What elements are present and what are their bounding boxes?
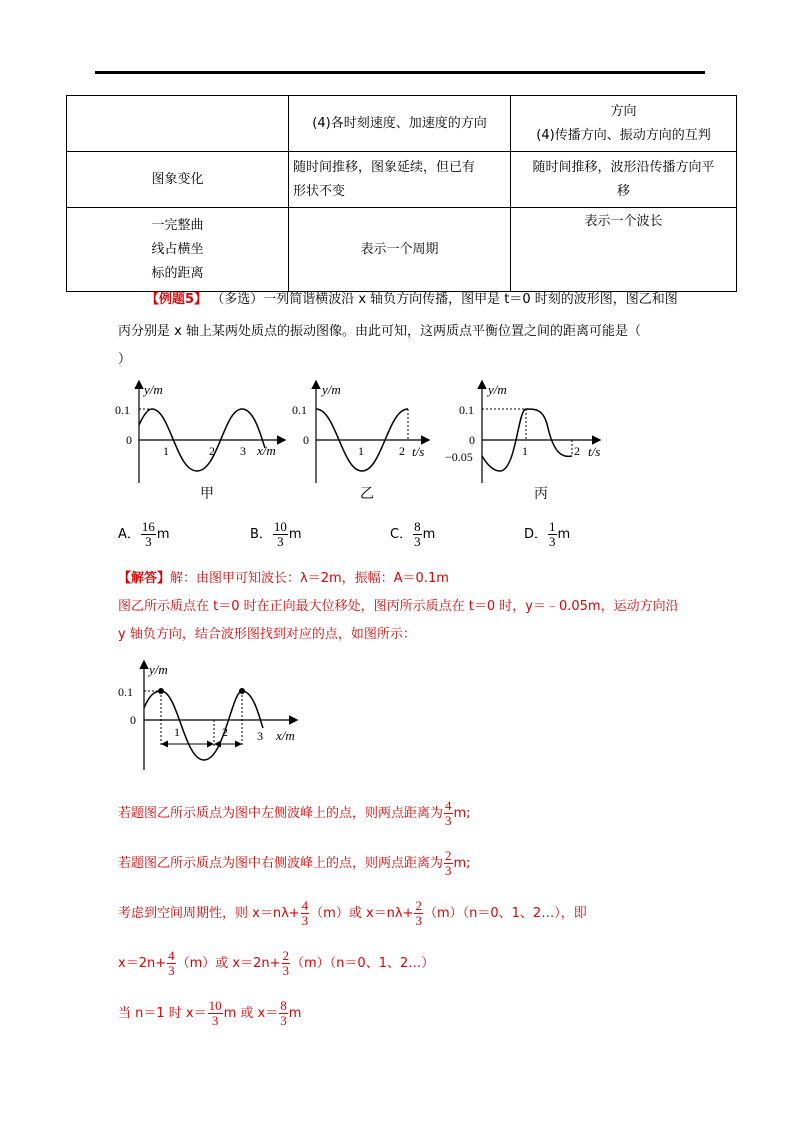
axis-label-x: x/m [276,728,295,743]
tick-label: 0.1 [118,685,133,699]
answer-line-2: 图乙所示质点在 t＝0 时在正向最大位移处，图丙所示质点在 t＝0 时，y＝﹣0.05m，运动方向沿 [118,599,679,614]
tick-label: 1 [522,444,528,458]
cell-line: 形状不变 [293,183,346,199]
tick-label: 2 [399,444,405,458]
cell-line: 线占横坐 [151,241,204,257]
axis-label-y: y/m [149,662,168,677]
graph-caption: 乙 [360,487,374,502]
answer-line-3: y 轴负方向，结合波形图找到对应的点，如图所示： [118,627,416,642]
fraction: $\frac{2}{3}$ [415,898,422,928]
origin-label: 0 [303,433,309,447]
example-line-2: 丙分别是 x 轴上某两处质点的振动图像。由此可知，这两质点平衡位置之间的距离可能是（ [118,324,641,339]
option-unit: m [156,527,170,542]
option-a[interactable] [118,520,170,550]
option-unit: m [557,527,571,542]
fraction: $\frac{2}{3}$ [282,948,290,978]
axis-label-y: y/m [322,382,341,397]
tick-label: 0.1 [115,403,130,417]
cell-line: 方向 [610,103,637,119]
tick-label: 1 [174,725,180,739]
table-cell: 表示一个波长 [511,208,737,292]
axis-label-y: y/m [488,382,507,397]
axis-label-y: y/m [144,382,163,397]
fraction: $\frac{4}{3}$ [445,798,452,828]
cell-line: 随时间推移，图象延续，但已有 [293,159,476,175]
tick-label: 2 [209,444,215,458]
tick-label: 1 [163,444,169,458]
table-row [67,208,737,292]
origin-label: 0 [126,433,132,447]
cell-line: 随时间推移，波形沿传播方向平 [532,159,715,175]
table-cell [67,208,289,292]
answer-graph [114,658,314,776]
cell-line: 标的距离 [151,265,204,281]
tick-label: 3 [240,444,246,458]
table-cell: 图象变化 [67,152,289,208]
fraction: $\frac{10}{3}$ [273,519,287,549]
option-c[interactable] [390,520,435,550]
answer-line-4: 若题图乙所示质点为图中左侧波峰上的点，则两点距离为 $\frac{4}{3}$ m; [118,798,471,828]
example-tag: 【例题5】 [146,292,208,307]
answer-line-5: 若题图乙所示质点为图中右侧波峰上的点，则两点距离为 $\frac{2}{3}$ m; [118,848,471,878]
cell-line: 一完整曲 [151,217,204,233]
tick-label: 0.1 [292,403,307,417]
option-unit: m [422,527,436,542]
table-cell: 表示一个周期 [289,208,511,292]
axis-label-x: t/s [588,444,601,459]
fraction: $\frac{1}{3}$ [549,519,556,549]
example-text: （多选）一列简谐横波沿 x 轴负方向传播，图甲是 t＝0 时刻的波形图，图乙和图 [211,292,678,307]
table-cell [511,152,737,208]
option-d[interactable] [524,520,570,550]
axis-label-x: x/m [257,443,276,458]
fraction: $\frac{8}{3}$ [280,998,287,1028]
tick-label: 1 [358,444,364,458]
option-letter: B． [250,527,272,542]
option-letter: A． [118,527,140,542]
fraction: $\frac{16}{3}$ [141,519,155,549]
graph-caption: 丙 [534,487,548,502]
table-cell: (4)各时刻速度、加速度的方向 [289,96,511,152]
fraction: $\frac{8}{3}$ [414,519,421,549]
cell-line: (4)传播方向、振动方向的互判 [536,127,711,143]
origin-label: 0 [469,433,475,447]
tick-label: 0.1 [459,403,474,417]
option-letter: C． [390,527,413,542]
answer-line-1: 【解答】解：由图甲可知波长：λ＝2m，振幅：A＝0.1m [118,571,449,586]
tick-label: 2 [574,444,580,458]
comparison-table [66,95,737,292]
answer-line-7: x＝2n+ $\frac{4}{3}$ （m）或 x＝2n+ $\frac{2}{3}$ （m）（n＝0、1、2…） [118,948,435,978]
tick-label: 2 [222,725,228,739]
table-cell [289,152,511,208]
option-unit: m [288,527,302,542]
graph-yi [288,378,448,503]
axis-label-x: t/s [412,444,425,459]
cell-line: 移 [616,183,630,199]
graph-bing [444,378,624,503]
answer-line-6: 考虑到空间周期性，则 x＝nλ+ $\frac{4}{3}$ （m）或 x＝nλ+ $\frac{2}{3}$ （m）（n＝0、1、2…），即 [118,898,587,928]
tick-label: −0.05 [445,450,473,464]
option-letter: D． [524,527,548,542]
tick-label: 3 [257,729,263,743]
header-rule [95,71,705,74]
option-b[interactable] [250,520,302,550]
fraction: $\frac{10}{3}$ [208,998,222,1028]
answer-tag: 【解答】 [118,571,171,586]
answer-line-8: 当 n＝1 时 x＝ $\frac{10}{3}$ m 或 x＝ $\frac{8}{3}$ m [118,998,302,1028]
graph-caption: 甲 [200,487,214,502]
example-line-3: ） [118,352,132,367]
table-row [67,96,737,152]
fraction: $\frac{4}{3}$ [301,898,309,928]
example-line-1 [146,290,678,310]
table-cell [511,96,737,152]
graph-jia [112,378,302,503]
table-row [67,152,737,208]
origin-label: 0 [130,713,136,727]
table-cell [67,96,289,152]
fraction: $\frac{4}{3}$ [168,948,175,978]
fraction: $\frac{2}{3}$ [445,848,452,878]
